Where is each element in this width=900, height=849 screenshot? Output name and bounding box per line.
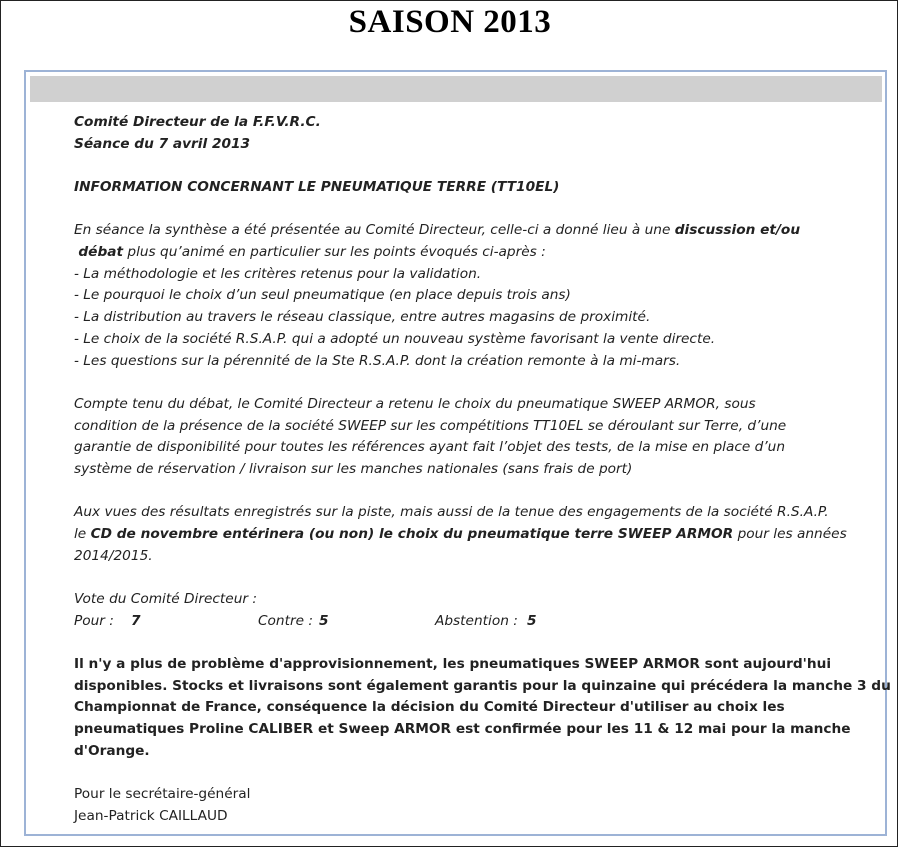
- document-panel: [24, 70, 891, 836]
- decision-line: Compte tenu du débat, le Comité Directeur a retenu le choix du pneumatique SWEEP ARMOR, sous: [74, 395, 756, 412]
- document-body: [74, 112, 891, 827]
- intro-text: En séance la synthèse a été présentée au Comité Directeur, celle-ci a donné lieu à une: [74, 222, 675, 239]
- update-line: d'Orange.: [74, 742, 150, 759]
- vote-title: Vote du Comité Directeur :: [74, 590, 257, 607]
- results-text: le: [74, 525, 91, 542]
- results-line-2: [74, 524, 864, 546]
- results-line-1: Aux vues des résultats enregistrés sur la piste, mais aussi de la tenue des engagements de la société R.S.A.P.: [74, 504, 829, 521]
- vote-results: [74, 611, 864, 633]
- vote-for-value: 7: [131, 612, 141, 629]
- vote-against-value: 5: [319, 612, 329, 629]
- decision-line: condition de la présence de la société SWEEP sur les compétitions TT10EL se déroulant sur Terre, d’une: [74, 417, 787, 434]
- intro-line-2: [74, 242, 864, 264]
- vote-abstention-value: 5: [527, 612, 537, 629]
- session-date: Séance du 7 avril 2013: [74, 135, 251, 152]
- point-item: - Le choix de la société R.S.A.P. qui a adopté un nouveau système favorisant la vente directe.: [74, 330, 716, 347]
- decision-line: système de réservation / livraison sur les manches nationales (sans frais de port): [74, 460, 633, 477]
- results-emphasis: CD de novembre entérinera (ou non) le choix du pneumatique terre SWEEP ARMOR: [90, 525, 734, 542]
- page-title: SAISON 2013: [348, 4, 552, 40]
- update-line: Championnat de France, conséquence la décision du Comité Directeur d'utiliser au choix les: [74, 699, 785, 716]
- point-item: - Les questions sur la pérennité de la Ste R.S.A.P. dont la création remonte à la mi-mars.: [74, 352, 681, 369]
- intro-emphasis-2: débat: [78, 244, 124, 260]
- update-line: disponibles. Stocks et livraisons sont également garantis pour la quinzaine qui précédera la manche 3 du: [74, 677, 891, 694]
- update-line: Il n'y a plus de problème d'approvisionnement, les pneumatiques SWEEP ARMOR sont aujourd'hui: [74, 655, 832, 672]
- decision-line: garantie de disponibilité pour toutes les références ayant fait l’objet des tests, de la mise en place d’un: [74, 439, 786, 456]
- results-text-2: pour les années: [733, 525, 847, 542]
- committee-name: Comité Directeur de la F.F.V.R.C.: [74, 114, 321, 130]
- point-item: - La distribution au travers le réseau classique, entre autres magasins de proximité.: [74, 309, 651, 326]
- document-heading: INFORMATION CONCERNANT LE PNEUMATIQUE TERRE (TT10EL): [74, 179, 560, 195]
- intro-text-2: plus qu’animé en particulier sur les points évoqués ci-après :: [123, 244, 546, 260]
- update-line: pneumatiques Proline CALIBER et Sweep ARMOR est confirmée pour les 11 & 12 mai pour la manche: [74, 721, 851, 738]
- results-line-3: 2014/2015.: [74, 547, 153, 564]
- intro-emphasis: discussion et/ou: [674, 222, 801, 239]
- vote-against-label: Contre :: [258, 612, 313, 629]
- signature-name: Jean-Patrick CAILLAUD: [74, 807, 228, 824]
- document-header-bar: [30, 76, 882, 102]
- vote-for-label: Pour :: [74, 612, 114, 629]
- intro-line-1: [74, 220, 864, 242]
- vote-abstention-label: Abstention :: [435, 612, 518, 629]
- point-item: - Le pourquoi le choix d’un seul pneumatique (en place depuis trois ans): [74, 287, 571, 304]
- signature-role: Pour le secrétaire-général: [74, 786, 251, 803]
- point-item: - La méthodologie et les critères retenus pour la validation.: [74, 265, 482, 282]
